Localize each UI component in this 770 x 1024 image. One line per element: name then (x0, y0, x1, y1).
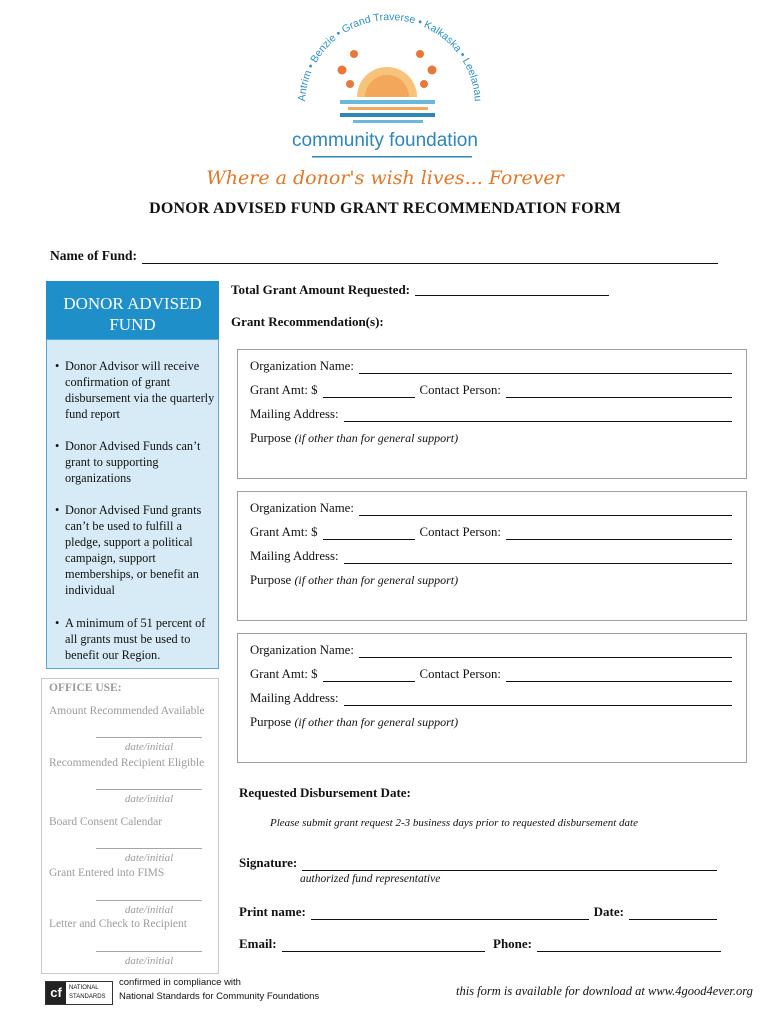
requested-date-note: Please submit grant request 2-3 business days prior to requested disbursement date (270, 817, 638, 829)
rule-item: • Donor Advised Fund grants can’t be used to fulfill a pledge, support a political campaign, support memberships, or benefit an individual (55, 502, 215, 598)
purpose-label: Purpose (250, 573, 292, 587)
email-line[interactable] (282, 938, 485, 952)
daf-heading (46, 281, 219, 339)
mailing-address-label: Mailing Address: (250, 691, 339, 705)
office-item: Recommended Recipient Eligible (49, 757, 205, 769)
contact-person-label: Contact Person: (419, 383, 501, 397)
recommendation-box-2 (237, 491, 747, 621)
foundation-name: community foundation (292, 130, 478, 151)
contact-person-line[interactable] (506, 527, 732, 540)
recommendations-label: Grant Recommendation(s): (231, 314, 384, 329)
national-standards-badge (45, 981, 113, 1005)
phone-label: Phone: (493, 936, 532, 951)
mailing-address-line[interactable] (344, 693, 732, 706)
compliance-line1: confirmed in compliance with (119, 977, 241, 988)
grant-amount-label: Grant Amt: $ (250, 525, 318, 539)
grant-amount-line[interactable] (323, 527, 415, 540)
mailing-address-label: Mailing Address: (250, 549, 339, 563)
office-item: Amount Recommended Available (49, 705, 205, 717)
signature-line[interactable] (302, 857, 717, 871)
daf-heading-line1: DONOR ADVISED (63, 294, 202, 313)
org-name-line[interactable] (359, 361, 732, 374)
total-amount-field (231, 282, 609, 298)
print-name-line[interactable] (311, 906, 589, 920)
daf-heading-line2: FUND (109, 315, 156, 334)
office-item: Letter and Check to Recipient (49, 918, 187, 930)
compliance-note (119, 976, 319, 1004)
print-name-row (239, 904, 717, 920)
office-date-label: date/initial (124, 955, 174, 967)
foundation-logo (0, 0, 770, 200)
office-item: Grant Entered into FIMS (49, 867, 165, 879)
org-name-label: Organization Name: (250, 359, 354, 373)
contact-person-line[interactable] (506, 669, 732, 682)
fund-name-field (50, 248, 718, 264)
office-line (96, 737, 202, 738)
purpose-field[interactable] (250, 431, 732, 446)
purpose-note: (if other than for general support) (294, 573, 459, 587)
contact-row (239, 936, 721, 952)
phone-line[interactable] (537, 938, 721, 952)
office-item: Board Consent Calendar (49, 816, 163, 828)
rule-item: • Donor Advised Funds can’t grant to supporting organizations (55, 438, 215, 486)
date-label: Date: (593, 904, 624, 919)
signature-label: Signature: (239, 855, 298, 870)
contact-person-line[interactable] (506, 385, 732, 398)
badge-line2: STANDARDS (69, 994, 106, 1000)
compliance-line2: National Standards for Community Foundations (119, 991, 320, 1002)
purpose-label: Purpose (250, 715, 292, 729)
download-note: this form is available for download at www.4good4ever.org (456, 984, 753, 998)
grant-amount-line[interactable] (323, 385, 415, 398)
office-use-heading: OFFICE USE: (49, 682, 122, 694)
grant-amount-line[interactable] (323, 669, 415, 682)
mailing-address-label: Mailing Address: (250, 407, 339, 421)
badge-text (66, 982, 112, 1004)
print-name-label: Print name: (239, 904, 306, 919)
signature-field (239, 855, 717, 871)
purpose-field[interactable] (250, 573, 732, 588)
tagline: Where a donor's wish lives... Forever (206, 167, 564, 189)
office-line (96, 848, 202, 849)
badge-line1: NATIONAL (69, 985, 99, 991)
office-date-label: date/initial (124, 741, 174, 753)
email-label: Email: (239, 936, 277, 951)
org-name-line[interactable] (359, 503, 732, 516)
cf-mark: cf (46, 982, 66, 1004)
rule-item: • Donor Advisor will receive confirmation of grant disbursement via the quarterly fund report (55, 358, 215, 422)
daf-info-box (46, 339, 219, 669)
recommendation-box-3 (237, 633, 747, 763)
purpose-note: (if other than for general support) (294, 431, 459, 445)
purpose-field[interactable] (250, 715, 732, 730)
grant-amount-label: Grant Amt: $ (250, 667, 318, 681)
date-line[interactable] (629, 906, 717, 920)
fund-name-line[interactable] (142, 248, 718, 264)
signature-note: authorized fund representative (300, 873, 441, 885)
office-date-label: date/initial (124, 793, 174, 805)
office-line (96, 951, 202, 952)
contact-person-label: Contact Person: (419, 525, 501, 539)
mailing-address-line[interactable] (344, 409, 732, 422)
office-use-box (41, 678, 219, 974)
contact-person-label: Contact Person: (419, 667, 501, 681)
mailing-address-line[interactable] (344, 551, 732, 564)
org-name-label: Organization Name: (250, 501, 354, 515)
office-line (96, 789, 202, 790)
form-title: DONOR ADVISED FUND GRANT RECOMMENDATION FORM (149, 200, 621, 217)
rule-item: • A minimum of 51 percent of all grants must be used to benefit our Region. (55, 615, 215, 663)
recommendation-box-1 (237, 349, 747, 479)
org-name-label: Organization Name: (250, 643, 354, 657)
total-amount-line[interactable] (415, 282, 609, 296)
requested-date-label: Requested Disbursement Date: (239, 785, 411, 800)
org-name-line[interactable] (359, 645, 732, 658)
purpose-note: (if other than for general support) (294, 715, 459, 729)
grant-amount-label: Grant Amt: $ (250, 383, 318, 397)
purpose-label: Purpose (250, 431, 292, 445)
office-date-label: date/initial (124, 904, 174, 916)
office-line (96, 900, 202, 901)
fund-name-label: Name of Fund: (50, 248, 137, 263)
office-date-label: date/initial (124, 852, 174, 864)
logo-county-arc: Antrim • Benzie • Grand Traverse • Kalkaska • Leelanau (296, 10, 484, 102)
total-amount-label: Total Grant Amount Requested: (231, 282, 411, 297)
